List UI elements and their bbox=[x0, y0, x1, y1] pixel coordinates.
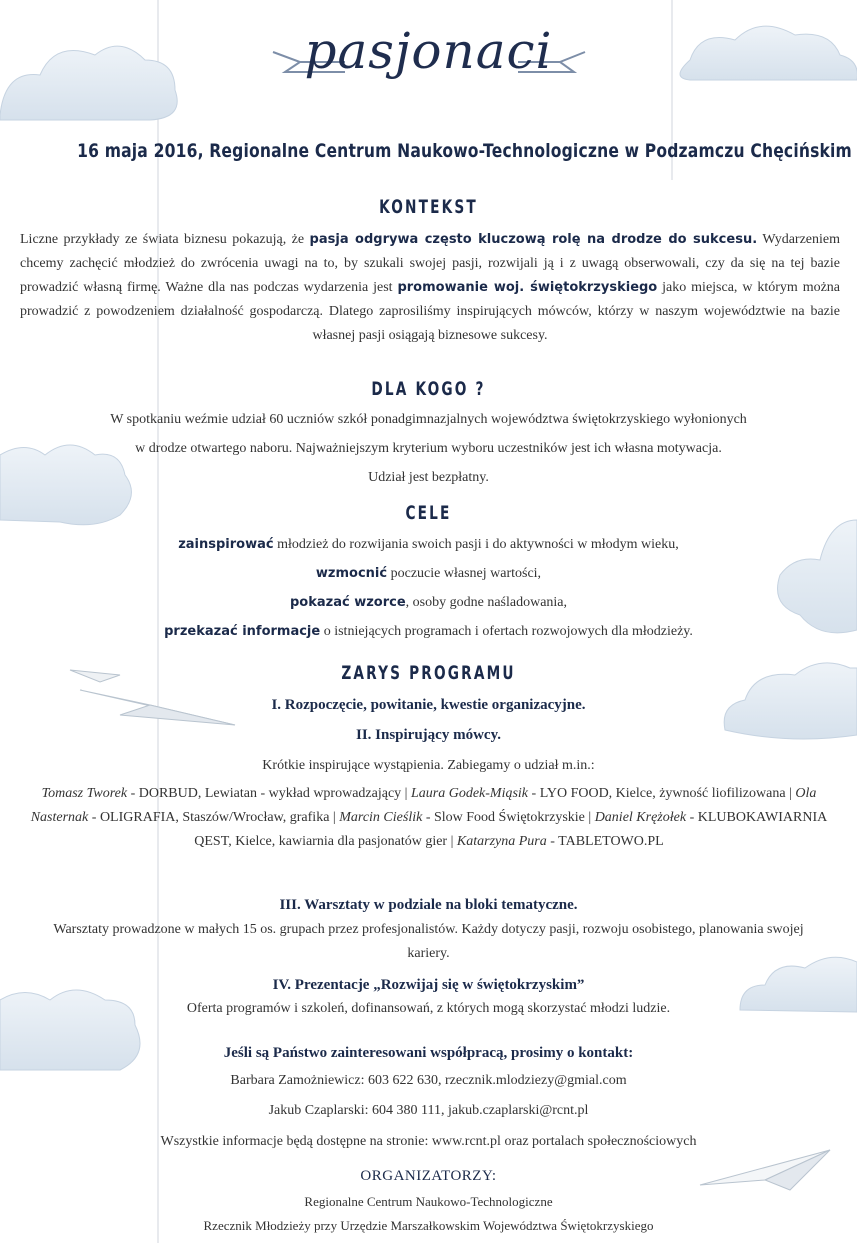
kontekst-highlight: pasja odgrywa często kluczową rolę na drodze do sukcesu. bbox=[309, 232, 758, 247]
organizers-heading: ORGANIZATORZY: bbox=[360, 1168, 497, 1184]
speaker-separator: | bbox=[401, 786, 411, 801]
heading-zarys-programu: ZARYS PROGRAMU bbox=[341, 662, 516, 684]
speaker-description: - TABLETOWO.PL bbox=[546, 834, 664, 849]
program-section-4: IV. Prezentacje „Rozwijaj się w świętokrzyskim” bbox=[272, 977, 585, 993]
speaker-description: - DORBUD, Lewiatan - wykład wprowadzający bbox=[127, 786, 402, 801]
speaker-separator: | bbox=[584, 810, 595, 825]
kontekst-highlight: promowanie woj. świętokrzyskiego bbox=[397, 280, 658, 295]
program-section-4-text: Oferta programów i szkoleń, dofinansowań, z których mogą skorzystać młodzi ludzie. bbox=[186, 1001, 671, 1016]
speaker-name: Katarzyna Pura bbox=[456, 834, 547, 849]
kontekst-paragraph bbox=[20, 228, 840, 348]
contact-heading: Jeśli są Państwo zainteresowani współpracą, prosimy o kontakt: bbox=[223, 1045, 634, 1061]
contact-line-1: Barbara Zamożniewicz: 603 622 630, rzecznik.mlodziezy@gmial.com bbox=[230, 1073, 627, 1088]
cele-item-4: przekazać informacje o istniejących programach i ofertach rozwojowych dla młodzieży. bbox=[164, 624, 693, 639]
speaker-name: Daniel Krężołek bbox=[594, 810, 687, 825]
dla-kogo-line-1: W spotkaniu weźmie udział 60 uczniów szkół ponadgimnazjalnych województwa świętokrzyskiego wyłonionych bbox=[110, 412, 747, 427]
heading-cele: CELE bbox=[405, 502, 452, 524]
contact-line-3: Wszystkie informacje będą dostępne na stronie: www.rcnt.pl oraz portalach społecznościowych bbox=[160, 1134, 697, 1149]
speaker-name: Laura Godek-Miąsik bbox=[410, 786, 529, 801]
logo bbox=[0, 20, 857, 102]
speaker-name: Ola Nasternak bbox=[30, 786, 817, 825]
kontekst-text: Wydarzeniem chcemy zachęcić młodzież do zwrócenia uwagi na to, by szukali swojej pasji, rozwijali ją i z uwagą obserwowali, czy da się na tej bazie prowadzić własną firmę. Ważne dla nas podczas wydarzenia jest bbox=[20, 232, 840, 295]
kontekst-text: Liczne przykłady ze świata biznesu pokazują, że bbox=[20, 232, 310, 247]
event-title: 16 maja 2016, Regionalne Centrum Naukowo-Technologiczne w Podzamczu Chęcińskim bbox=[77, 140, 852, 162]
program-section-3-text: Warsztaty prowadzone w małych 15 os. grupach przez profesjonalistów. Każdy dotyczy pasji, rozwoju osobistego, planowania swojej kariery. bbox=[53, 922, 804, 961]
cele-item-3: pokazać wzorce, osoby godne naśladowania, bbox=[289, 595, 568, 610]
speaker-separator: | bbox=[329, 810, 340, 825]
dla-kogo-line-3: Udział jest bezpłatny. bbox=[368, 470, 489, 485]
organizer-line-2: Rzecznik Młodzieży przy Urzędzie Marszałkowskim Województwa Świętokrzyskiego bbox=[203, 1218, 654, 1233]
organizer-line-1: Regionalne Centrum Naukowo-Technologiczne bbox=[304, 1194, 553, 1209]
program-section-1: I. Rozpoczęcie, powitanie, kwestie organizacyjne. bbox=[271, 697, 586, 713]
speaker-description: - Slow Food Świętokrzyskie bbox=[422, 810, 585, 825]
speaker-separator: | bbox=[785, 786, 796, 801]
speaker-description: - OLIGRAFIA, Staszów/Wrocław, grafika bbox=[88, 810, 330, 825]
speaker-description: - KLUBOKAWIARNIA QEST, Kielce, kawiarnia dla pasjonatów gier bbox=[194, 810, 828, 849]
contact-line-2: Jakub Czaplarski: 604 380 111, jakub.czaplarski@rcnt.pl bbox=[268, 1103, 589, 1118]
kontekst-text: jako miejsca, w którym można prowadzić z powodzeniem działalność gospodarczą. Dlatego zaprosiliśmy inspirujących mówców, którzy w naszym województwie na bazie własnej pasji osiągają biznesowe sukcesy. bbox=[20, 280, 841, 343]
dla-kogo-line-2: w drodze otwartego naboru. Najważniejszym kryterium wyboru uczestników jest ich własna motywacja. bbox=[135, 441, 722, 456]
speaker-separator: | bbox=[447, 834, 457, 849]
heading-dla-kogo: DLA KOGO ? bbox=[371, 378, 486, 400]
program-section-2: II. Inspirujący mówcy. bbox=[355, 727, 501, 743]
cele-item-1: zainspirować młodzież do rozwijania swoich pasji i do aktywności w młodym wieku, bbox=[178, 537, 679, 552]
program-section-2-intro: Krótkie inspirujące wystąpienia. Zabiegamy o udział m.in.: bbox=[262, 758, 595, 773]
speaker-name: Tomasz Tworek bbox=[41, 786, 128, 801]
speakers-list bbox=[25, 782, 833, 854]
logo-text: pasjonaci bbox=[304, 22, 553, 80]
heading-kontekst: KONTEKST bbox=[379, 196, 478, 218]
speaker-name: Marcin Cieślik bbox=[339, 810, 423, 825]
speaker-description: - LYO FOOD, Kielce, żywność liofilizowana bbox=[528, 786, 786, 801]
cele-item-2: wzmocnić poczucie własnej wartości, bbox=[315, 566, 542, 581]
program-section-3: III. Warsztaty w podziale na bloki tematyczne. bbox=[279, 897, 578, 913]
